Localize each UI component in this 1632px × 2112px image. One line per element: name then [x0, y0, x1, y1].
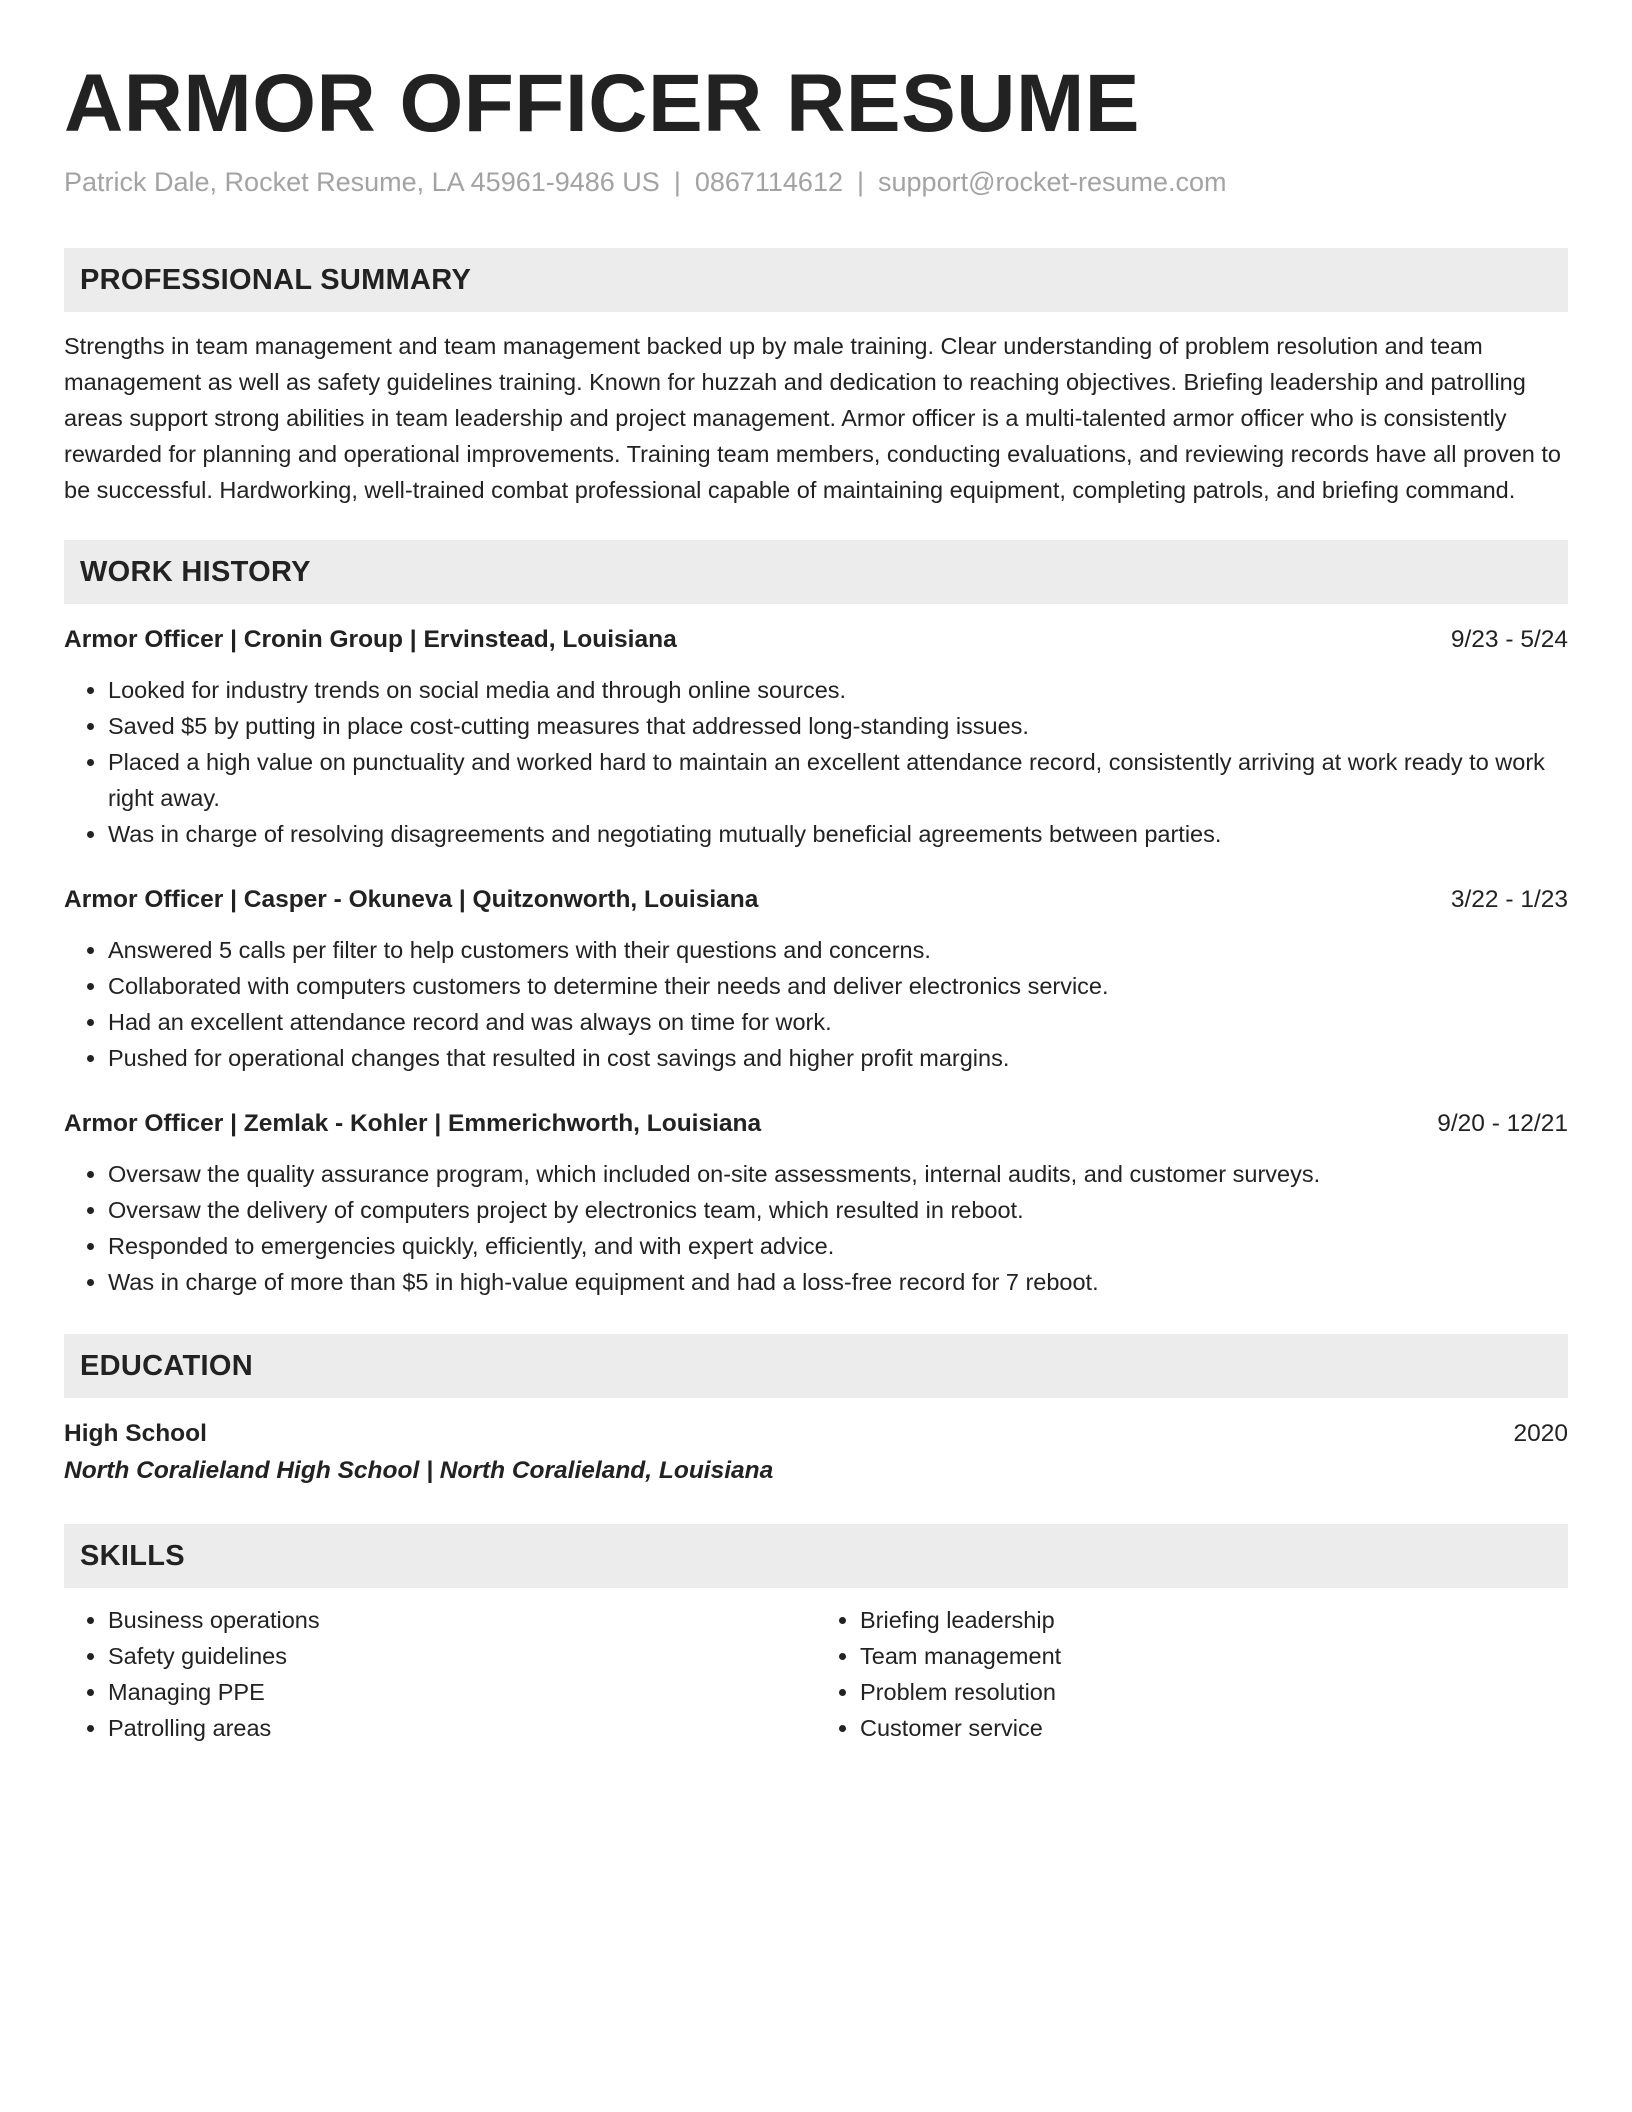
skills-column-left	[64, 1602, 816, 1746]
contact-email: support@rocket-resume.com	[878, 167, 1227, 197]
job-dates: 3/22 - 1/23	[1450, 886, 1568, 913]
skill-item: • Business operations	[108, 1602, 816, 1638]
skill-item: • Managing PPE	[108, 1674, 816, 1710]
job-dates: 9/20 - 12/21	[1437, 1110, 1568, 1137]
skill-item: • Customer service	[860, 1710, 1568, 1746]
skills-list	[64, 1602, 1568, 1746]
job-bullet: • Collaborated with computers customers to determine their needs and deliver electronics service.	[108, 968, 1568, 1004]
job-bullets	[64, 1156, 1568, 1300]
job-bullet: • Pushed for operational changes that resulted in cost savings and higher profit margins.	[108, 1040, 1568, 1076]
job-bullets	[64, 932, 1568, 1076]
job-bullet: • Saved $5 by putting in place cost-cutting measures that addressed long-standing issues.	[108, 708, 1568, 744]
job-entry	[64, 882, 1568, 1076]
education-entry	[64, 1416, 1568, 1490]
job-bullet: • Looked for industry trends on social media and through online sources.	[108, 672, 1568, 708]
section-heading-skills: SKILLS	[64, 1524, 1568, 1588]
resume-title: ARMOR OFFICER RESUME	[64, 58, 1140, 149]
job-bullet: • Was in charge of more than $5 in high-value equipment and had a loss-free record for 7 reboot.	[108, 1264, 1568, 1300]
job-title: Armor Officer | Zemlak - Kohler | Emmerichworth, Louisiana	[64, 1110, 762, 1137]
section-heading-summary: PROFESSIONAL SUMMARY	[64, 248, 1568, 312]
job-dates: 9/23 - 5/24	[1450, 626, 1568, 653]
contact-separator: |	[673, 167, 681, 197]
skill-item: • Patrolling areas	[108, 1710, 816, 1746]
job-bullet: • Was in charge of resolving disagreements and negotiating mutually beneficial agreements between parties.	[108, 816, 1568, 852]
section-heading-education: EDUCATION	[64, 1334, 1568, 1398]
job-bullet: • Placed a high value on punctuality and worked hard to maintain an excellent attendance record, consistently arriving at work ready to work right away.	[108, 744, 1568, 816]
contact-address: Patrick Dale, Rocket Resume, LA 45961-9486 US	[64, 167, 660, 197]
skill-item: • Problem resolution	[860, 1674, 1568, 1710]
job-entry	[64, 1106, 1568, 1300]
contact-line	[64, 164, 1568, 200]
contact-phone: 0867114612	[694, 167, 843, 197]
section-heading-work-history: WORK HISTORY	[64, 540, 1568, 604]
education-degree: High School	[64, 1420, 207, 1447]
job-title: Armor Officer | Casper - Okuneva | Quitzonworth, Louisiana	[64, 886, 759, 913]
job-bullet: • Had an excellent attendance record and was always on time for work.	[108, 1004, 1568, 1040]
job-bullet: • Oversaw the delivery of computers project by electronics team, which resulted in reboot.	[108, 1192, 1568, 1228]
skill-item: • Briefing leadership	[860, 1602, 1568, 1638]
job-entry	[64, 622, 1568, 852]
education-school: North Coralieland High School | North Coralieland, Louisiana	[64, 1457, 774, 1484]
job-bullet: • Oversaw the quality assurance program, which included on-site assessments, internal audits, and customer surveys.	[108, 1156, 1568, 1192]
skill-item: • Safety guidelines	[108, 1638, 816, 1674]
job-bullet: • Responded to emergencies quickly, efficiently, and with expert advice.	[108, 1228, 1568, 1264]
job-bullets	[64, 672, 1568, 852]
skill-item: • Team management	[860, 1638, 1568, 1674]
skills-column-right	[816, 1602, 1568, 1746]
job-title: Armor Officer | Cronin Group | Ervinstead, Louisiana	[64, 626, 677, 653]
education-year: 2020	[1513, 1420, 1568, 1447]
summary-text: Strengths in team management and team management backed up by male training. Clear understanding of problem resolution and team management as well as safety guidelines training. Known for huzzah and dedication to reaching objectives. Briefing leadership and patrolling areas support strong abilities in team leadership and project management. Armor officer is a multi-talented armor officer who is consistently rewarded for planning and operational improvements. Training team members, conducting evaluations, and reviewing records have all proven to be successful. Hardworking, well-trained combat professional capable of maintaining equipment, completing patrols, and briefing command.	[64, 333, 1562, 503]
job-bullet: • Answered 5 calls per filter to help customers with their questions and concerns.	[108, 932, 1568, 968]
contact-separator: |	[857, 167, 865, 197]
